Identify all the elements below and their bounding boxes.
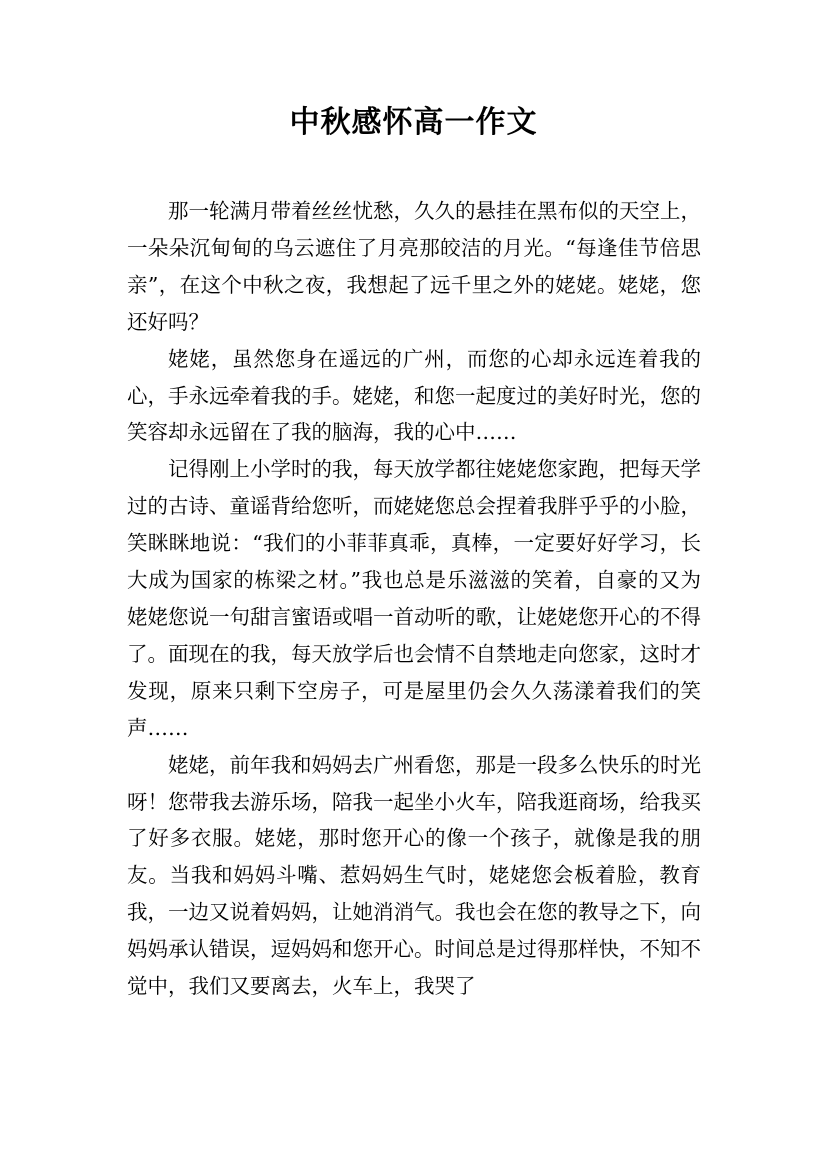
paragraph: 记得刚上小学时的我，每天放学都往姥姥您家跑，把每天学过的古诗、童谣背给您听，而姥姥您总会捏着我胖乎乎的小脸，笑眯眯地说：“我们的小菲菲真乖，真棒，一定要好好学习，长大成为国家的栋梁之材。”我也总是乐滋滋的笑着，自豪的又为姥姥您说一句甜言蜜语或唱一首动听的歌，让姥姥您开心的不得了。面现在的我，每天放学后也会情不自禁地走向您家，这时才发现，原来只剩下空房子，可是屋里仍会久久荡漾着我们的笑声…… (127, 457, 701, 740)
paragraph: 姥姥，虽然您身在遥远的广州，而您的心却永远连着我的心，手永远牵着我的手。姥姥，和您一起度过的美好时光，您的笑容却永远留在了我的脑海，我的心中…… (127, 346, 701, 445)
document-body (127, 193, 701, 1005)
paragraph: 姥姥，前年我和妈妈去广州看您，那是一段多么快乐的时光呀！您带我去游乐场，陪我一起坐小火车，陪我逛商场，给我买了好多衣服。姥姥，那时您开心的像一个孩子，就像是我的朋友。当我和妈妈斗嘴、惹妈妈生气时，姥姥您会板着脸，教育我，一边又说着妈妈，让她消消气。我也会在您的教导之下，向妈妈承认错误，逗妈妈和您开心。时间总是过得那样快，不知不觉中，我们又要离去，火车上，我哭了 (127, 752, 701, 999)
paragraph: 那一轮满月带着丝丝忧愁，久久的悬挂在黑布似的天空上，一朵朵沉甸甸的乌云遮住了月亮那皎洁的月光。“每逢佳节倍思亲”，在这个中秋之夜，我想起了远千里之外的姥姥。姥姥，您还好吗？ (127, 199, 701, 334)
document-title: 中秋感怀高一作文 (289, 105, 538, 140)
